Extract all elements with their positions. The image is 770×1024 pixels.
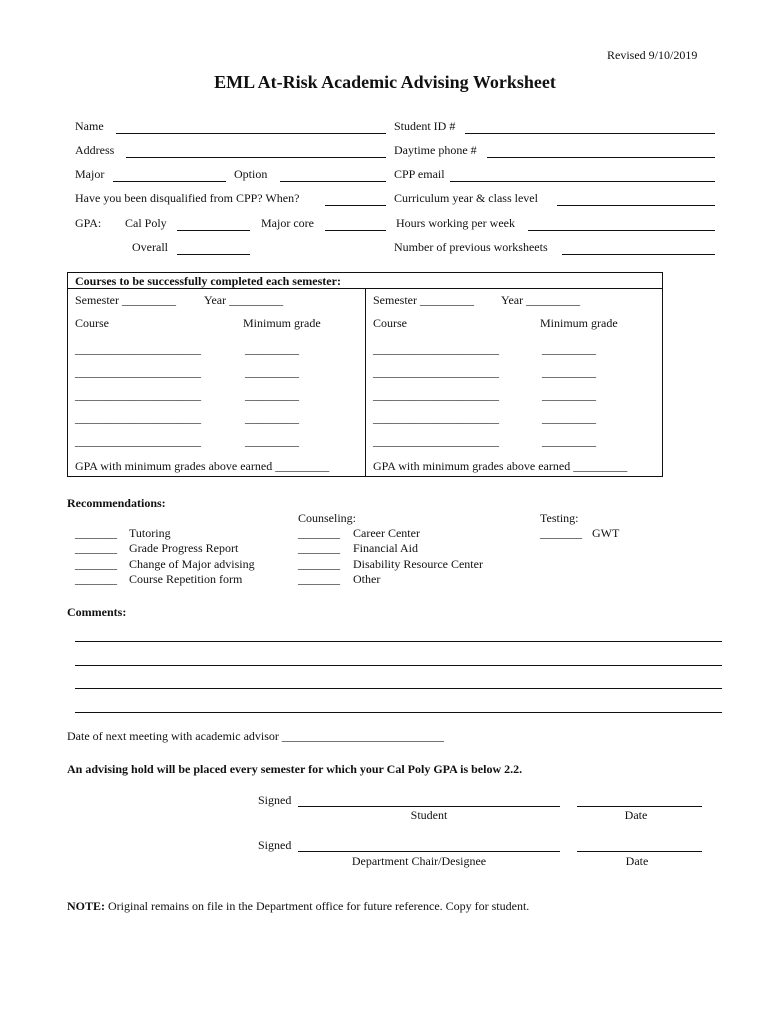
semester-left: Semester _________	[75, 293, 176, 307]
course-field[interactable]: _____________________	[75, 342, 201, 356]
hours-working-label: Hours working per week	[396, 216, 515, 230]
course-field[interactable]: _____________________	[373, 388, 499, 402]
grade-field[interactable]: _________	[245, 365, 299, 379]
year-left: Year _________	[204, 293, 284, 307]
note-label: NOTE:	[67, 899, 106, 913]
course-repetition-label: Course Repetition form	[129, 572, 243, 586]
comments-line[interactable]	[75, 641, 722, 642]
cpp-email-field[interactable]	[450, 181, 715, 182]
change-major-blank[interactable]: _______	[75, 557, 117, 571]
hours-working-field[interactable]	[528, 230, 715, 231]
other-blank[interactable]: _______	[298, 572, 340, 586]
major-field[interactable]	[113, 181, 226, 182]
course-field[interactable]: _____________________	[75, 434, 201, 448]
previous-worksheets-field[interactable]	[562, 254, 715, 255]
disability-center-blank[interactable]: _______	[298, 557, 340, 571]
grade-field[interactable]: _________	[542, 434, 596, 448]
student-signature-field[interactable]	[298, 806, 560, 807]
career-center-blank[interactable]: _______	[298, 526, 340, 540]
disqualified-field[interactable]	[325, 205, 386, 206]
counseling-label: Counseling:	[298, 511, 357, 525]
overall-label: Overall	[132, 240, 168, 254]
chair-caption: Department Chair/Designee	[351, 854, 487, 868]
career-center-label: Career Center	[353, 526, 420, 540]
student-caption: Student	[410, 808, 448, 822]
financial-aid-blank[interactable]: _______	[298, 541, 340, 555]
comments-line[interactable]	[75, 665, 722, 666]
daytime-phone-label: Daytime phone #	[394, 143, 477, 157]
student-id-field[interactable]	[465, 133, 715, 134]
curriculum-year-label: Curriculum year & class level	[394, 191, 538, 205]
other-label: Other	[353, 572, 381, 586]
grade-field[interactable]: _________	[245, 388, 299, 402]
signed-label-chair: Signed	[258, 838, 292, 852]
overall-gpa-field[interactable]	[177, 254, 250, 255]
hold-notice: An advising hold will be placed every semester for which your Cal Poly GPA is below 2.2.	[67, 762, 523, 776]
gpa-earned-right: GPA with minimum grades above earned _________	[373, 459, 628, 473]
grade-progress-label: Grade Progress Report	[129, 541, 239, 555]
cpp-email-label: CPP email	[394, 167, 445, 181]
course-field[interactable]: _____________________	[75, 411, 201, 425]
next-meeting[interactable]: Date of next meeting with academic advisor ___________________________	[67, 729, 444, 743]
major-core-gpa-field[interactable]	[325, 230, 386, 231]
signed-label-student: Signed	[258, 793, 292, 807]
option-label: Option	[234, 167, 268, 181]
grade-field[interactable]: _________	[542, 411, 596, 425]
cal-poly-label: Cal Poly	[125, 216, 167, 230]
note-text: Original remains on file in the Department office for future reference. Copy for student.	[108, 899, 530, 913]
course-field[interactable]: _____________________	[75, 365, 201, 379]
grade-field[interactable]: _________	[245, 342, 299, 356]
disqualified-label: Have you been disqualified from CPP? When?	[75, 191, 300, 205]
disability-center-label: Disability Resource Center	[353, 557, 483, 571]
grade-field[interactable]: _________	[542, 388, 596, 402]
tutoring-blank[interactable]: _______	[75, 526, 117, 540]
grade-field[interactable]: _________	[542, 342, 596, 356]
option-field[interactable]	[280, 181, 386, 182]
comments-heading: Comments:	[67, 605, 127, 619]
grade-progress-blank[interactable]: _______	[75, 541, 117, 555]
chair-signature-field[interactable]	[298, 851, 560, 852]
major-label: Major	[75, 167, 105, 181]
curriculum-year-field[interactable]	[557, 205, 715, 206]
major-core-label: Major core	[261, 216, 314, 230]
address-field[interactable]	[126, 157, 386, 158]
grade-field[interactable]: _________	[245, 411, 299, 425]
grade-field[interactable]: _________	[542, 365, 596, 379]
gwt-label: GWT	[592, 526, 620, 540]
testing-label: Testing:	[540, 511, 579, 525]
min-grade-col-right: Minimum grade	[540, 316, 618, 330]
chair-date-field[interactable]	[577, 851, 702, 852]
name-field[interactable]	[116, 133, 386, 134]
student-id-label: Student ID #	[394, 119, 456, 133]
course-field[interactable]: _____________________	[373, 365, 499, 379]
page-title: EML At-Risk Academic Advising Worksheet	[214, 72, 556, 92]
footer-note	[67, 899, 529, 914]
daytime-phone-field[interactable]	[487, 157, 715, 158]
comments-line[interactable]	[75, 688, 722, 689]
courses-column-divider	[365, 288, 366, 477]
revised-date: Revised 9/10/2019	[607, 48, 698, 62]
course-col-right: Course	[373, 316, 407, 330]
grade-field[interactable]: _________	[245, 434, 299, 448]
gwt-blank[interactable]: _______	[540, 526, 582, 540]
cal-poly-gpa-field[interactable]	[177, 230, 250, 231]
gpa-label: GPA:	[75, 216, 102, 230]
course-field[interactable]: _____________________	[373, 411, 499, 425]
course-field[interactable]: _____________________	[75, 388, 201, 402]
address-label: Address	[75, 143, 115, 157]
semester-right: Semester _________	[373, 293, 474, 307]
change-major-label: Change of Major advising	[129, 557, 255, 571]
course-field[interactable]: _____________________	[373, 434, 499, 448]
course-field[interactable]: _____________________	[373, 342, 499, 356]
courses-heading: Courses to be successfully completed each semester:	[75, 274, 341, 288]
comments-line[interactable]	[75, 712, 722, 713]
student-date-caption: Date	[624, 808, 648, 822]
name-label: Name	[75, 119, 104, 133]
previous-worksheets-label: Number of previous worksheets	[394, 240, 548, 254]
course-repetition-blank[interactable]: _______	[75, 572, 117, 586]
gpa-earned-left: GPA with minimum grades above earned _________	[75, 459, 330, 473]
recommendations-heading: Recommendations:	[67, 496, 166, 510]
min-grade-col-left: Minimum grade	[243, 316, 321, 330]
course-col-left: Course	[75, 316, 109, 330]
financial-aid-label: Financial Aid	[353, 541, 418, 555]
tutoring-label: Tutoring	[129, 526, 171, 540]
year-right: Year _________	[501, 293, 581, 307]
student-date-field[interactable]	[577, 806, 702, 807]
chair-date-caption: Date	[625, 854, 649, 868]
